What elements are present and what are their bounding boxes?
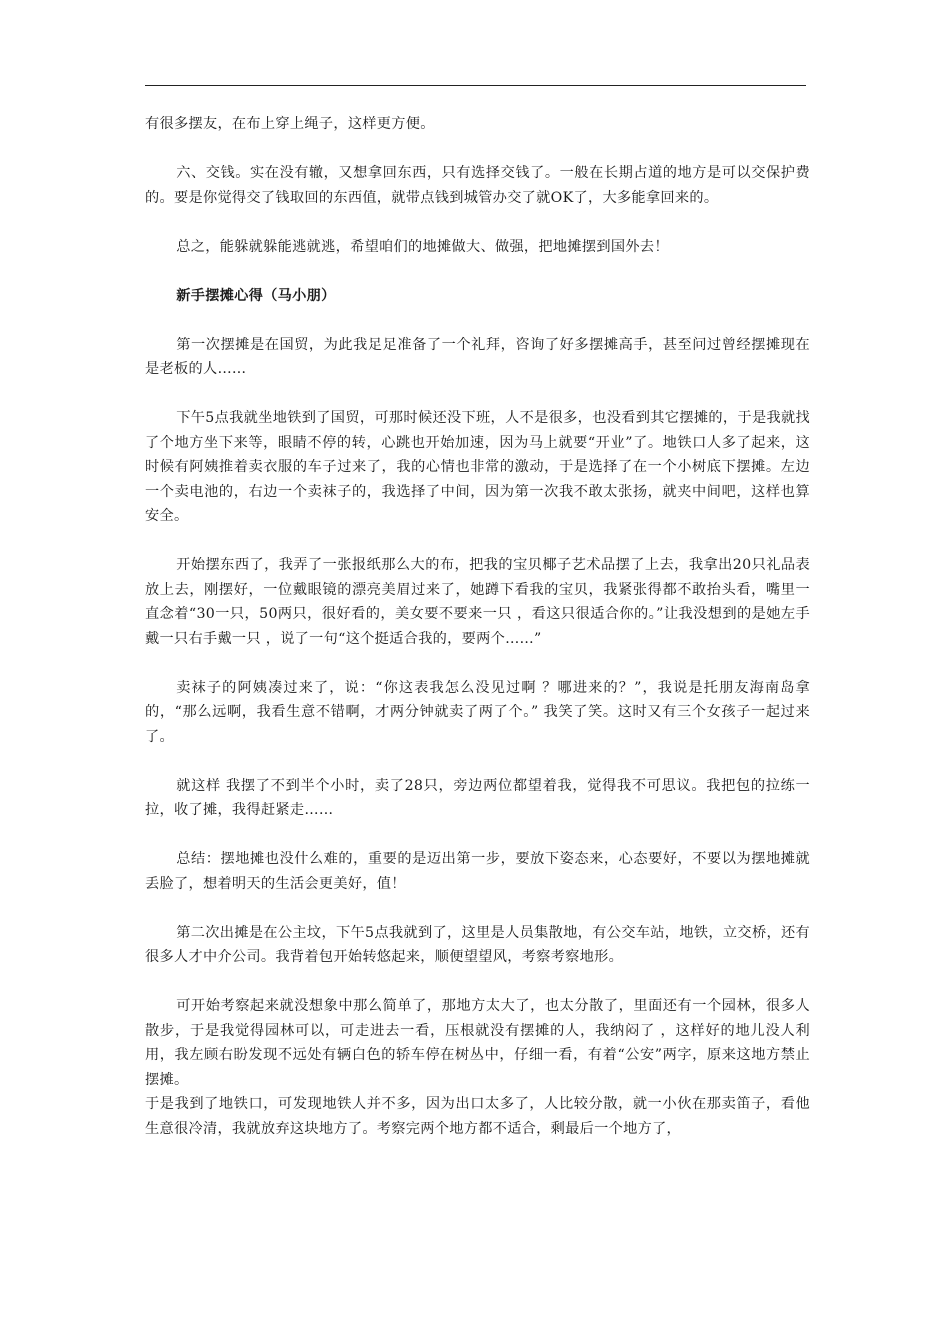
paragraph: 于是我到了地铁口，可发现地铁人并不多，因为出口太多了，人比较分散，就一小伙在那卖笛子，看他生意很冷清，我就放弃这块地方了。考察完两个地方都不适合，剩最后一个地方了， (145, 1096, 810, 1137)
paragraph: 开始摆东西了，我弄了一张报纸那么大的布，把我的宝贝椰子艺术品摆了上去，我拿出20只礼品表放上去，刚摆好，一位戴眼镜的漂亮美眉过来了，她蹲下看我的宝贝，我紧张得都不敢抬头看，嘴里一直念着“30一只，50两只，很好看的，美女要不要来一只 ，看这只很适合你的。”让我没想到的是她左手戴一只右手戴一只 ，说了一句“这个挺适合我的，要两个……” (145, 557, 810, 647)
document-body (145, 112, 810, 1141)
paragraph: 总结：摆地摊也没什么难的，重要的是迈出第一步，要放下姿态来，心态要好，不要以为摆地摊就丢脸了，想着明天的生活会更美好，值！ (145, 851, 810, 892)
header-rule (145, 85, 806, 86)
paragraph: 六、交钱。实在没有辙，又想拿回东西，只有选择交钱了。一般在长期占道的地方是可以交保护费的。要是你觉得交了钱取回的东西值，就带点钱到城管办交了就OK了，大多能拿回来的。 (145, 165, 810, 206)
paragraph: 第二次出摊是在公主坟，下午5点我就到了，这里是人员集散地，有公交车站，地铁，立交桥，还有很多人才中介公司。我背着包开始转悠起来，顺便望望风，考察考察地形。 (145, 924, 810, 965)
section-heading: 新手摆摊心得（马小朋） (176, 287, 336, 304)
paragraph: 有很多摆友，在布上穿上绳子，这样更方便。 (145, 116, 435, 132)
paragraph: 就这样 我摆了不到半个小时，卖了28只，旁边两位都望着我，觉得我不可思议。我把包的拉练一拉，收了摊，我得赶紧走…… (145, 777, 810, 818)
paragraph: 第一次摆摊是在国贸，为此我足足准备了一个礼拜，咨询了好多摆摊高手，甚至问过曾经摆摊现在是老板的人…… (145, 336, 810, 377)
paragraph: 总之，能躲就躲能逃就逃，希望咱们的地摊做大、做强，把地摊摆到国外去！ (176, 238, 669, 255)
paragraph: 可开始考察起来就没想象中那么简单了，那地方太大了，也太分散了，里面还有一个园林，很多人散步，于是我觉得园林可以，可走进去一看，压根就没有摆摊的人，我纳闷了 ，这样好的地儿没人利用，我左顾右盼发现不远处有辆白色的轿车停在树丛中，仔细一看，有着“公安”两字，原来这地方禁止摆摊。 (145, 998, 810, 1088)
paragraph: 下午5点我就坐地铁到了国贸，可那时候还没下班，人不是很多，也没看到其它摆摊的，于是我就找了个地方坐下来等，眼睛不停的转，心跳也开始加速，因为马上就要“开业”了。地铁口人多了起来，这时候有阿姨推着卖衣服的车子过来了，我的心情也非常的激动，于是选择了在一个小树底下摆摊。左边一个卖电池的，右边一个卖袜子的，我选择了中间，因为第一次我不敢太张扬，就夹中间吧，这样也算安全。 (145, 410, 810, 524)
paragraph: 卖袜子的阿姨凑过来了，说：“你这表我怎么没见过啊 ？哪进来的？”，我说是托朋友海南岛拿的，“那么远啊，我看生意不错啊，才两分钟就卖了两了个。” 我笑了笑。这时又有三个女孩子一起过来了。 (145, 679, 810, 745)
